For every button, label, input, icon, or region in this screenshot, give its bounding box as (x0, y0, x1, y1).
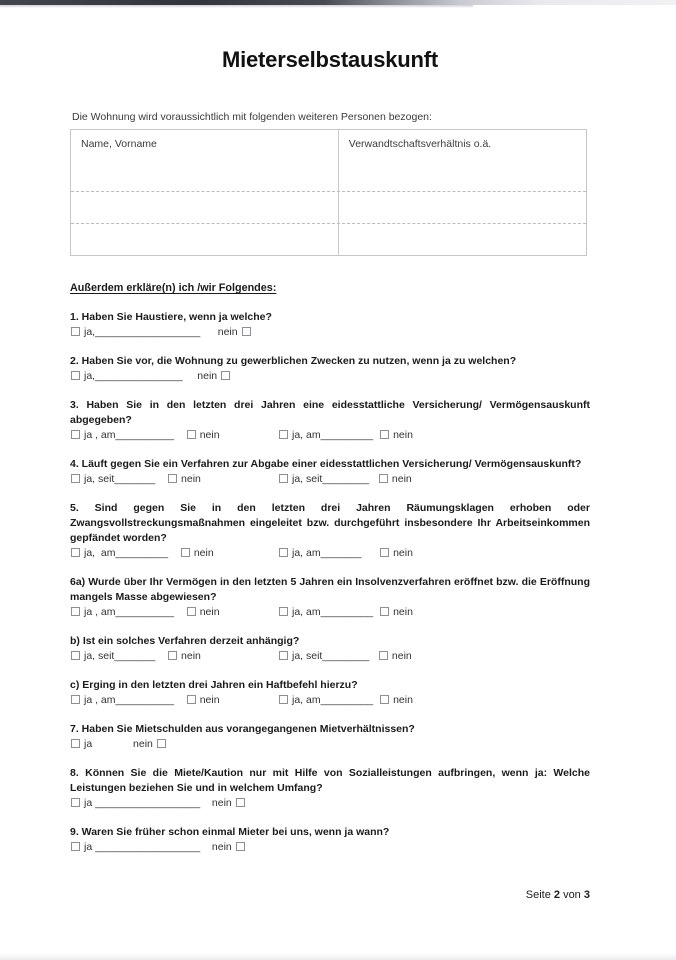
answer-row-q8 (70, 796, 590, 811)
answer-col-left (70, 840, 249, 855)
question-text-q6b: b) Ist ein solches Verfahren derzeit anhängig? (70, 635, 300, 647)
answer-label: ja, am (84, 547, 116, 559)
checkbox-icon[interactable] (71, 651, 80, 660)
fill-in-blank[interactable]: ________ (322, 650, 370, 662)
checkbox-icon[interactable] (71, 607, 80, 616)
table-header-name: Name, Vorname (71, 130, 339, 160)
answer-label: nein (199, 694, 220, 706)
answer-row-q9 (70, 840, 590, 855)
spacer (373, 429, 376, 441)
footer-current-page: 2 (553, 889, 560, 901)
fill-in-blank[interactable]: __________ (115, 429, 174, 441)
checkbox-icon[interactable] (71, 430, 80, 439)
answer-label: nein (133, 738, 153, 750)
spacer (369, 473, 375, 485)
fill-in-blank[interactable]: _________ (320, 606, 374, 618)
question-text-q4: 4. Läuft gegen Sie ein Verfahren zur Abgabe einer eidesstattlichen Versicherung/ Vermögensauskunft? (70, 458, 582, 470)
question-text-q8: 8. Können Sie die Miete/Kaution nur mit Hilfe von Sozialleistungen aufbringen, wenn ja: Welche Leistungen beziehen Sie und in welchem Umfang? (70, 767, 590, 794)
checkbox-icon[interactable] (242, 327, 251, 336)
table-cell-name[interactable] (71, 224, 339, 255)
fill-in-blank[interactable]: _________ (320, 694, 374, 706)
checkbox-icon[interactable] (236, 842, 245, 851)
checkbox-icon[interactable] (181, 548, 190, 557)
answer-col-right (278, 693, 413, 708)
scanner-bottom-shadow (0, 953, 676, 960)
persons-intro-text: Die Wohnung wird voraussichtlich mit folgenden weiteren Personen bezogen: (72, 111, 432, 123)
spacer (174, 606, 183, 618)
answer-col-right (278, 546, 413, 561)
checkbox-icon[interactable] (71, 548, 80, 557)
answer-label: ja , am (84, 694, 116, 706)
question-block-q6a (70, 575, 590, 620)
answer-label: ja (84, 738, 93, 750)
footer-label: Seite (525, 889, 551, 901)
spacer (92, 738, 133, 750)
table-cell-relationship[interactable] (339, 192, 586, 223)
answer-label: nein (393, 547, 413, 559)
answer-col-right (278, 649, 412, 664)
question-text-q3: 3. Haben Sie in den letzten drei Jahren eine eidesstattliche Versicherung/ Vermögensauskunft abgegeben? (70, 399, 590, 426)
persons-table (70, 129, 587, 256)
checkbox-icon[interactable] (157, 739, 166, 748)
spacer (200, 841, 212, 853)
checkbox-icon[interactable] (379, 474, 388, 483)
answer-label: ja, (84, 326, 96, 338)
spacer (155, 650, 164, 662)
answer-row-q6c (70, 693, 590, 708)
answer-col-left (70, 546, 278, 561)
checkbox-icon[interactable] (71, 474, 80, 483)
question-block-q3 (70, 398, 590, 443)
table-header-relationship: Verwandtschaftsverhältnis o.ä. (348, 138, 492, 150)
answer-col-left (70, 649, 278, 664)
checkbox-icon[interactable] (380, 695, 389, 704)
checkbox-icon[interactable] (71, 695, 80, 704)
spacer (168, 547, 177, 559)
checkbox-icon[interactable] (279, 430, 288, 439)
answer-col-left (70, 796, 249, 811)
spacer (155, 473, 164, 485)
checkbox-icon[interactable] (380, 430, 389, 439)
fill-in-blank[interactable]: __________ (115, 606, 174, 618)
fill-in-blank[interactable]: __________ (115, 694, 174, 706)
question-block-q2 (70, 354, 590, 384)
fill-in-blank[interactable]: ________ (322, 473, 370, 485)
answer-label: nein (181, 650, 201, 662)
answer-row-q7 (70, 737, 590, 752)
fill-in-blank[interactable]: _______ (320, 547, 362, 559)
question-block-q1 (70, 310, 590, 340)
checkbox-icon[interactable] (279, 474, 288, 483)
checkbox-icon[interactable] (168, 651, 177, 660)
footer-total-pages: 3 (583, 889, 590, 901)
checkbox-icon[interactable] (236, 798, 245, 807)
table-cell-relationship[interactable] (339, 224, 586, 255)
question-text-q6a: 6a) Wurde über Ihr Vermögen in den letzten 5 Jahren ein Insolvenzverfahren eröffnet bzw. die Eröffnung mangels Masse abgewiesen? (70, 576, 590, 603)
checkbox-icon[interactable] (279, 548, 288, 557)
checkbox-icon[interactable] (380, 607, 389, 616)
page-number (526, 889, 590, 901)
table-row (71, 191, 586, 223)
fill-in-blank[interactable]: _________ (115, 547, 169, 559)
checkbox-icon[interactable] (71, 739, 80, 748)
checkbox-icon[interactable] (380, 548, 389, 557)
answer-col-left (70, 605, 278, 620)
answer-row-q3 (70, 428, 590, 443)
question-block-q8 (70, 766, 590, 811)
answer-label: ja, seit (292, 473, 323, 485)
fill-in-blank[interactable]: _______ (114, 473, 156, 485)
fill-in-blank[interactable]: _______________ (95, 370, 183, 382)
answer-col-left (70, 325, 255, 340)
page-title: Mieterselbstauskunft (221, 47, 439, 72)
checkbox-icon[interactable] (187, 430, 196, 439)
question-block-q7 (70, 722, 590, 752)
answer-label: nein (393, 606, 413, 618)
spacer (200, 326, 218, 338)
question-block-q6c (70, 678, 590, 708)
answer-label: nein (217, 326, 238, 338)
question-text-q9: 9. Waren Sie früher schon einmal Mieter bei uns, wenn ja wann? (70, 826, 390, 838)
fill-in-blank[interactable]: __________________ (95, 841, 201, 853)
checkbox-icon[interactable] (71, 371, 80, 380)
question-text-q7: 7. Haben Sie Mietschulden aus vorangegangenen Mietverhältnissen? (70, 723, 415, 735)
question-block-q9 (70, 825, 590, 855)
fill-in-blank[interactable]: __________________ (95, 326, 201, 338)
answer-label: ja, am (292, 547, 321, 559)
answer-col-right (278, 428, 413, 443)
question-text-q1: 1. Haben Sie Haustiere, wenn ja welche? (70, 311, 272, 323)
answer-label: ja, seit (292, 650, 323, 662)
checkbox-icon[interactable] (279, 607, 288, 616)
fill-in-blank[interactable]: __________________ (95, 797, 201, 809)
answer-row-q6b (70, 649, 590, 664)
answer-label: ja, seit (84, 650, 115, 662)
checkbox-icon[interactable] (221, 371, 230, 380)
checkbox-icon[interactable] (71, 798, 80, 807)
checkbox-icon[interactable] (279, 695, 288, 704)
answer-row-q5 (70, 546, 590, 561)
answer-col-right (278, 472, 412, 487)
answer-label: nein (193, 547, 214, 559)
spacer (369, 650, 375, 662)
table-row (71, 223, 586, 255)
spacer (174, 429, 183, 441)
answer-col-left (70, 737, 170, 752)
answer-label: nein (393, 429, 413, 441)
answer-label: ja , am (84, 429, 116, 441)
answer-label: ja, (84, 370, 96, 382)
fill-in-blank[interactable]: _________ (320, 429, 374, 441)
answer-label: ja, am (292, 429, 321, 441)
questions (70, 310, 590, 855)
spacer (200, 797, 212, 809)
question-text-q5: 5. Sind gegen Sie in den letzten drei Jahren Räumungsklagen erhoben oder Zwangsvollstreckungsmaßnahmen eingeleitet bzw. durchgeführt insbesondere Ihr Arbeitseinkommen gepfändet worden? (70, 502, 590, 544)
table-cell-name[interactable] (71, 192, 339, 223)
answer-label: nein (391, 650, 412, 662)
checkbox-icon[interactable] (71, 327, 80, 336)
answer-label: nein (211, 841, 232, 853)
question-block-q6b (70, 634, 590, 664)
fill-in-blank[interactable]: _______ (114, 650, 156, 662)
answer-col-left (70, 428, 278, 443)
answer-label: nein (199, 429, 220, 441)
answer-label: ja , am (84, 606, 116, 618)
answer-row-q6a (70, 605, 590, 620)
checkbox-icon[interactable] (379, 651, 388, 660)
checkbox-icon[interactable] (279, 651, 288, 660)
question-block-q4 (70, 457, 590, 487)
answer-label: ja, seit (84, 473, 115, 485)
table-header-row (71, 130, 586, 160)
answer-col-left (70, 369, 234, 384)
declaration-heading: Außerdem erkläre(n) ich /wir Folgendes: (70, 282, 277, 294)
question-block-q5 (70, 501, 590, 561)
answer-row-q4 (70, 472, 590, 487)
footer-of: von (563, 889, 581, 901)
spacer (373, 606, 376, 618)
answer-col-left (70, 693, 278, 708)
table-cell-name[interactable] (71, 160, 339, 191)
answer-label: nein (211, 797, 232, 809)
answer-row-q1 (70, 325, 590, 340)
answer-label: nein (181, 473, 201, 485)
answer-label: nein (391, 473, 412, 485)
answer-row-q2 (70, 369, 590, 384)
answer-label: ja, am (292, 694, 321, 706)
checkbox-icon[interactable] (187, 695, 196, 704)
spacer (373, 694, 376, 706)
answer-col-left (70, 472, 278, 487)
answer-label: ja, am (292, 606, 321, 618)
question-text-q6c: c) Erging in den letzten drei Jahren ein Haftbefehl hierzu? (70, 679, 358, 691)
checkbox-icon[interactable] (168, 474, 177, 483)
answer-col-right (278, 605, 413, 620)
spacer (183, 370, 198, 382)
checkbox-icon[interactable] (71, 842, 80, 851)
answer-label: nein (199, 606, 220, 618)
spacer (361, 547, 376, 559)
answer-label: nein (393, 694, 413, 706)
answer-label: ja (84, 797, 96, 809)
answer-label: nein (197, 370, 218, 382)
scanner-edge-shadow (0, 5, 473, 8)
question-text-q2: 2. Haben Sie vor, die Wohnung zu gewerblichen Zwecken zu nutzen, wenn ja zu welchen? (70, 355, 517, 367)
answer-label: ja (84, 841, 96, 853)
spacer (174, 694, 183, 706)
checkbox-icon[interactable] (187, 607, 196, 616)
table-cell-relationship[interactable] (339, 160, 586, 191)
table-body (71, 160, 586, 255)
table-row (71, 160, 586, 191)
